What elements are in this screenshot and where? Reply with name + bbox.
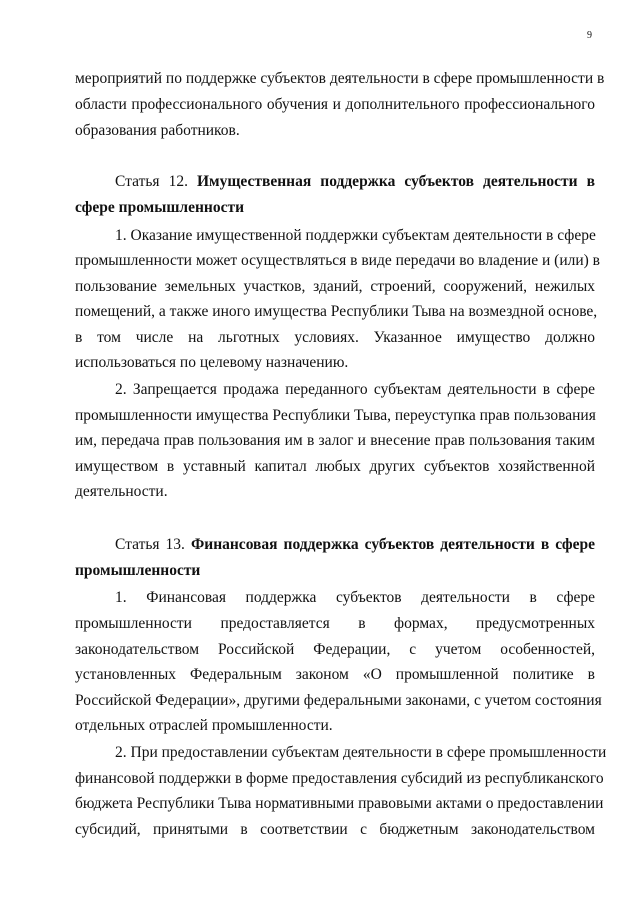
paragraph-line: Российской Федерации», другими федеральными законами, с учетом состояния <box>75 692 602 709</box>
paragraph-line: в том числе на льготных условиях. Указанное имущество должно <box>75 329 595 346</box>
article-12-title-cont: сфере промышленности <box>75 199 245 216</box>
paragraph-line: законодательством Российской Федерации, с учетом особенностей, <box>75 641 595 658</box>
paragraph-line: имуществом в уставный капитал любых других субъектов хозяйственной <box>75 458 595 475</box>
paragraph-line: 1. Финансовая поддержка субъектов деятельности в сфере <box>115 589 595 606</box>
paragraph-line: промышленности имущества Республики Тыва, переуступка прав пользования <box>75 407 596 424</box>
article-13-heading <box>115 535 595 555</box>
paragraph-line: промышленности может осуществляться в виде передачи во владение и (или) в <box>75 252 600 269</box>
paragraph-line: 2. Запрещается продажа переданного субъектам деятельности в сфере <box>115 381 595 398</box>
intro-line: области профессионального обучения и дополнительного профессионального <box>75 96 595 113</box>
paragraph-line: субсидий, принятыми в соответствии с бюджетным законодательством <box>75 821 595 838</box>
paragraph-line: помещений, а также иного имущества Республики Тыва на возмездной основе, <box>75 303 598 320</box>
paragraph-line: деятельности. <box>75 483 168 500</box>
article-12-heading <box>115 172 595 192</box>
article-13-prefix: Статья 13. <box>115 536 185 553</box>
article-12-prefix: Статья 12. <box>115 173 188 190</box>
article-13-title: Финансовая поддержка субъектов деятельности в сфере <box>190 536 596 553</box>
page-number: 9 <box>587 30 592 41</box>
paragraph-line: отдельных отраслей промышленности. <box>75 717 333 734</box>
article-13-title-cont: промышленности <box>75 562 201 579</box>
paragraph-line: финансовой поддержки в форме предоставления субсидий из республиканского <box>75 770 604 787</box>
intro-line: образования работников. <box>75 122 240 139</box>
paragraph-line: использоваться по целевому назначению. <box>75 354 349 371</box>
paragraph-line: бюджета Республики Тыва нормативными правовыми актами о предоставлении <box>75 795 604 812</box>
paragraph-line: 2. При предоставлении субъектам деятельности в сфере промышленности <box>115 744 607 761</box>
paragraph-line: установленных Федеральным законом «О промышленной политике в <box>75 666 595 683</box>
paragraph-line: 1. Оказание имущественной поддержки субъектам деятельности в сфере <box>115 227 596 244</box>
article-12-title: Имущественная поддержка субъектов деятельности в <box>196 173 595 190</box>
intro-line: мероприятий по поддержке субъектов деятельности в сфере промышленности в <box>75 70 605 87</box>
paragraph-line: пользование земельных участков, зданий, строений, сооружений, нежилых <box>75 278 595 295</box>
paragraph-line: им, передача прав пользования им в залог и внесение прав пользования таким <box>75 432 595 449</box>
paragraph-line: промышленности предоставляется в формах, предусмотренных <box>75 615 595 632</box>
